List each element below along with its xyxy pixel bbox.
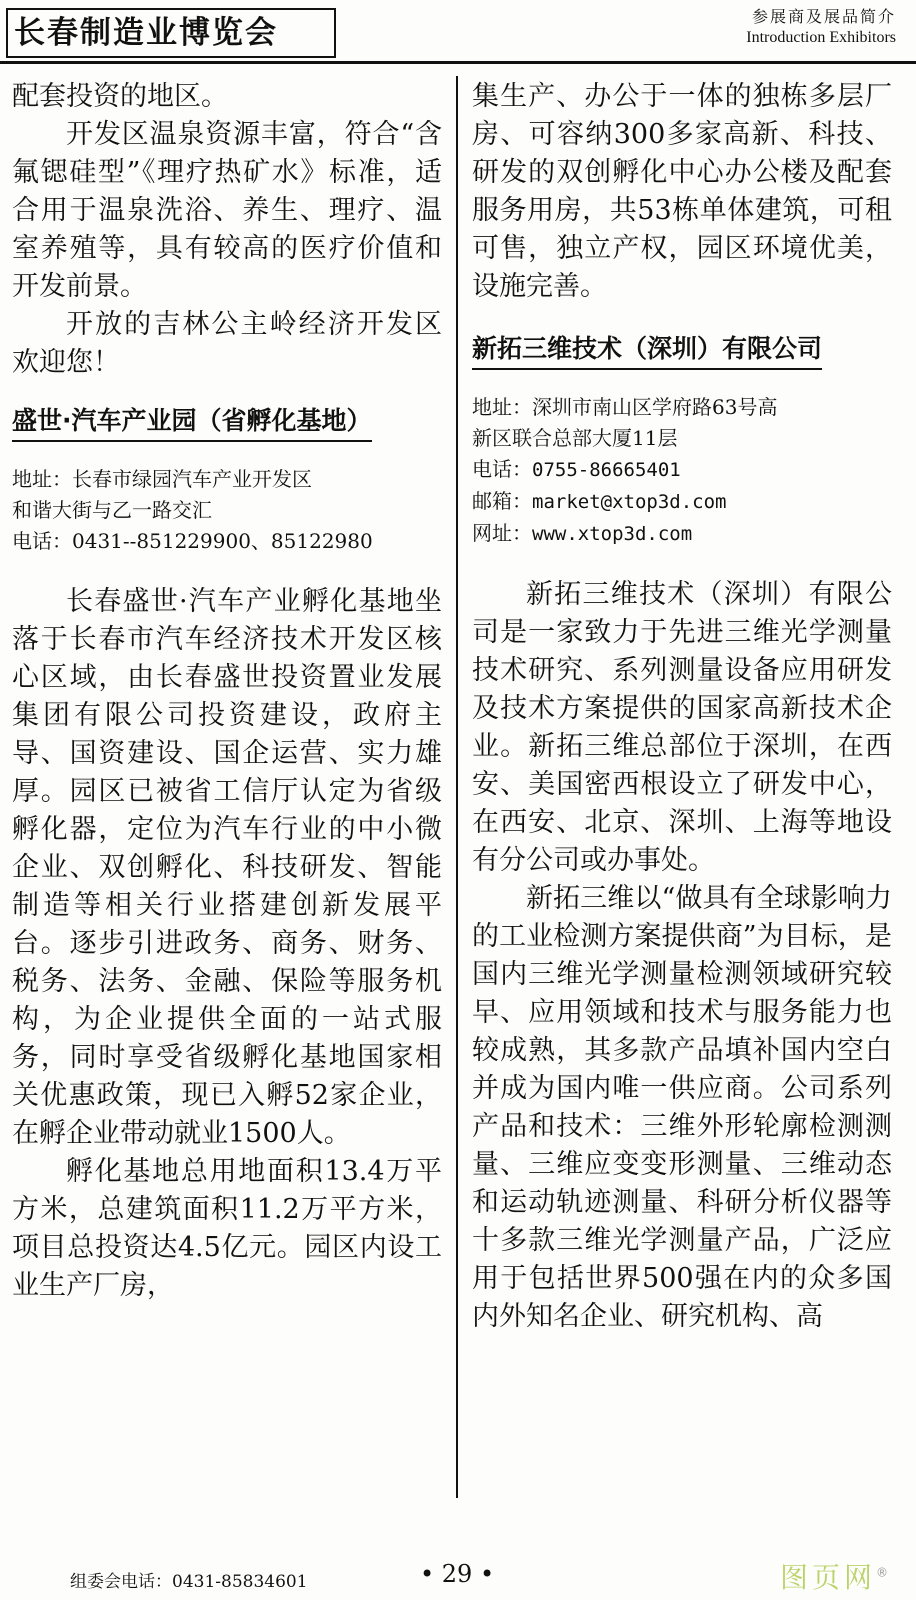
registered-icon: ® bbox=[876, 1565, 892, 1580]
header-rule bbox=[0, 61, 916, 64]
section-label bbox=[746, 6, 896, 48]
email-line bbox=[472, 486, 892, 518]
page-number: • 29 • bbox=[420, 1560, 495, 1588]
phone-line: 电话：0431--851229900、85122980 bbox=[12, 529, 373, 553]
website-value: www.xtop3d.com bbox=[532, 523, 693, 545]
website-line bbox=[472, 518, 892, 550]
address-line: 和谐大街与乙一路交汇 bbox=[12, 498, 212, 522]
address-line: 地址：深圳市南山区学府路63号高 bbox=[472, 395, 778, 419]
email-label: 邮箱： bbox=[472, 489, 532, 513]
phone-value: 0755-86665401 bbox=[532, 459, 681, 481]
masthead-title: 长春制造业博览会 bbox=[6, 8, 336, 58]
page-header bbox=[0, 0, 916, 70]
paragraph: 集生产、办公于一体的独栋多层厂房、可容纳300多家高新、科技、研发的双创孵化中心办公楼及配套服务用房，共53栋单体建筑，可租可售，独立产权，园区环境优美，设施完善。 bbox=[472, 81, 892, 302]
paragraph: 新拓三维技术（深圳）有限公司是一家致力于先进三维光学测量技术研究、系列测量设备应用研发及技术方案提供的国家高新技术企业。新拓三维总部位于深圳，在西安、美国密西根设立了研发中心，在西安、北京、深圳、上海等地设有分公司或办事处。 bbox=[472, 579, 892, 876]
section-label-en: Introduction Exhibitors bbox=[746, 29, 896, 46]
committee-phone: 组委会电话：0431-85834601 bbox=[70, 1572, 308, 1592]
phone-line bbox=[472, 454, 892, 486]
paragraph: 孵化基地总用地面积13.4万平方米，总建筑面积11.2万平方米，项目总投资达4.5亿元。园区内设工业生产厂房， bbox=[12, 1156, 442, 1301]
address-line: 新区联合总部大厦11层 bbox=[472, 426, 678, 450]
paragraph: 配套投资的地区。 bbox=[12, 81, 228, 112]
email-value: market@xtop3d.com bbox=[532, 491, 727, 513]
paragraph: 长春盛世·汽车产业孵化基地坐落于长春市汽车经济技术开发区核心区域，由长春盛世投资置业发展集团有限公司投资建设，政府主导、国资建设、国企运营、实力雄厚。园区已被省工信厅认定为省级孵化器，定位为汽车行业的中小微企业、双创孵化、科技研发、智能制造等相关行业搭建创新发展平台。逐步引进政务、商务、财务、税务、法务、金融、保险等服务机构，为企业提供全面的一站式服务，同时享受省级孵化基地国家相关优惠政策，现已入孵52家企业，在孵企业带动就业1500人。 bbox=[12, 586, 442, 1149]
section-heading: 新拓三维技术（深圳）有限公司 bbox=[472, 332, 822, 370]
paragraph: 新拓三维以“做具有全球影响力的工业检测方案提供商”为目标，是国内三维光学测量检测领域研究较早、应用领域和技术与服务能力也较成熟，其多款产品填补国内空白并成为国内唯一供应商。公司系列产品和技术：三维外形轮廓检测测量、三维应变变形测量、三维动态和运动轨迹测量、科研分析仪器等十多款三维光学测量产品，广泛应用于包括世界500强在内的众多国内外知名企业、研究机构、高 bbox=[472, 883, 892, 1332]
paragraph: 开放的吉林公主岭经济开发区欢迎您！ bbox=[12, 309, 442, 378]
section-heading: 盛世·汽车产业园（省孵化基地） bbox=[12, 404, 372, 442]
right-column bbox=[472, 78, 892, 1336]
watermark-logo bbox=[780, 1556, 892, 1596]
column-divider bbox=[456, 76, 458, 1498]
paragraph: 开发区温泉资源丰富，符合“含氟锶硅型”《理疗热矿水》标准，适合用于温泉洗浴、养生、理疗、温室养殖等，具有较高的医疗价值和开发前景。 bbox=[12, 119, 442, 302]
watermark-text: 图页网 bbox=[779, 1561, 876, 1594]
section-label-cn: 参展商及展品简介 bbox=[751, 7, 896, 26]
address-line: 地址：长春市绿园汽车产业开发区 bbox=[12, 467, 312, 491]
website-label: 网址： bbox=[472, 521, 532, 545]
left-column bbox=[12, 78, 442, 1305]
phone-label: 电话： bbox=[472, 457, 532, 481]
